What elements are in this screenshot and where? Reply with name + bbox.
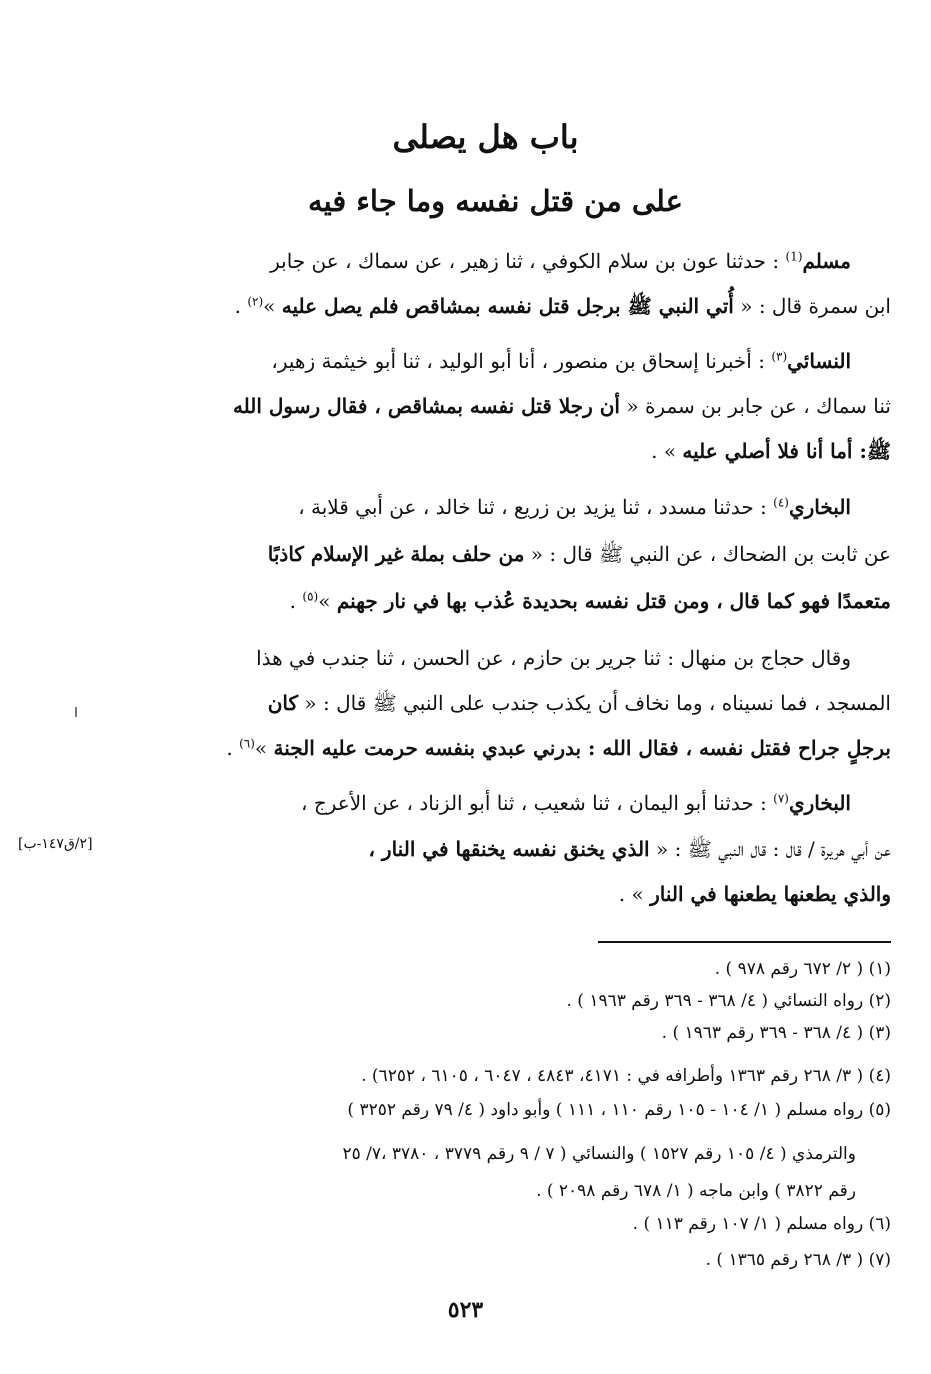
hadith-2-line-3 xyxy=(161,434,891,468)
quote-close: » xyxy=(318,589,331,613)
chapter-subtitle: على من قتل نفسه وما جاء فيه xyxy=(308,184,683,218)
hadith-text: : حدثنا مسدد ، ثنا يزيد بن زريع ، ثنا خالد ، عن أبي قلابة ، xyxy=(298,495,767,519)
hadith-matn: كان xyxy=(267,691,299,715)
margin-mark xyxy=(75,707,77,717)
period: . xyxy=(226,736,233,760)
hadith-matn: أن رجلا قتل نفسه بمشاقص ، فقال رسول الله xyxy=(232,394,620,418)
period: . xyxy=(289,589,297,613)
hadith-4-line-3 xyxy=(161,731,891,765)
hadith-text: ثنا سماك ، عن جابر بن سمرة « xyxy=(626,394,891,418)
footnote-ref: (٤) xyxy=(773,495,789,510)
footnote-4: (٤) ( ٣/ ٢٦٨ رقم ١٣٦٣ وأطرافه في : ٤١٧١، ٤٨٤٣ ، ٦٠٤٧ ، ٦١٠٥ ، ٦٢٥٢) . xyxy=(361,1066,891,1086)
hadith-3-line-3 xyxy=(161,584,891,618)
hadith-text: : أخبرنا إسحاق بن منصور ، أنا أبو الوليد ، ثنا أبو خيثمة زهير، xyxy=(271,349,765,373)
hadith-3-line-2 xyxy=(161,537,891,571)
hadith-matn: والذي يطعنها يطعنها في النار xyxy=(650,882,891,906)
hadith-text: عن أبي هريرة / قال : قال النبي ﷺ : « xyxy=(655,837,891,861)
period: . xyxy=(234,294,241,318)
hadith-2-line-1 xyxy=(161,344,851,378)
hadith-matn: من حلف بملة غير الإسلام كاذبًا xyxy=(267,542,525,566)
hadith-matn: برجلٍ جراح فقتل نفسه ، فقال الله : بدرني عبدي بنفسه حرمت عليه الجنة xyxy=(273,736,891,760)
manuscript-folio-note: [٢/ق١٤٧-ب] xyxy=(18,836,93,852)
quote-close: » xyxy=(254,736,268,760)
footnote-1: (١) ( ٢/ ٦٧٢ رقم ٩٧٨ ) . xyxy=(714,959,891,979)
hadith-matn: متعمدًا فهو كما قال ، ومن قتل نفسه بحديدة عُذب بها في نار جهنم xyxy=(336,589,891,613)
hadith-4-line-1 xyxy=(161,641,851,675)
source-name: مسلم xyxy=(802,249,851,273)
hadith-2-line-2 xyxy=(161,389,891,423)
hadith-matn: ﷺ: أما أنا فلا أصلي عليه xyxy=(682,439,891,463)
hadith-4-line-2 xyxy=(161,686,891,720)
hadith-text: : حدثنا عون بن سلام الكوفي ، ثنا زهير ، عن سماك ، عن جابر xyxy=(270,249,780,273)
hadith-5-line-2 xyxy=(191,832,891,866)
chapter-title: باب هل يصلى xyxy=(392,118,579,156)
footnote-7: (٧) ( ٣/ ٢٦٨ رقم ١٣٦٥ ) . xyxy=(705,1250,891,1270)
footnote-separator xyxy=(598,941,891,943)
hadith-text: : حدثنا أبو اليمان ، ثنا شعيب ، ثنا أبو الزناد ، عن الأعرج ، xyxy=(301,791,767,815)
quote-close: » . xyxy=(651,439,677,463)
hadith-text: عن ثابت بن الضحاك ، عن النبي ﷺ قال : « xyxy=(530,542,891,566)
hadith-text: ابن سمرة قال : « xyxy=(740,294,891,318)
source-name: البخاري xyxy=(788,791,851,815)
footnote-5: (٥) رواه مسلم ( ١/ ١٠٤ - ١٠٥ رقم ١١٠ ، ١١١ ) وأبو داود ( ٤/ ٧٩ رقم ٣٢٥٢ ) xyxy=(347,1100,891,1120)
footnote-3: (٣) ( ٤/ ٣٦٨ - ٣٦٩ رقم ١٩٦٣ ) . xyxy=(661,1023,891,1043)
hadith-3-line-1 xyxy=(161,490,851,524)
footnote-ref: (٦) xyxy=(239,736,255,751)
footnote-6: (٦) رواه مسلم ( ١/ ١٠٧ رقم ١١٣ ) . xyxy=(632,1214,891,1234)
hadith-5-line-3 xyxy=(161,877,891,911)
footnote-ref: (٥) xyxy=(302,589,319,604)
hadith-matn: الذي يخنق نفسه يخنقها في النار ، xyxy=(368,837,650,861)
hadith-5-line-1 xyxy=(161,786,851,820)
footnote-ref: (٧) xyxy=(773,791,789,806)
hadith-1-line-1 xyxy=(161,244,851,278)
footnote-5-cont-2: رقم ٣٨٢٢ ) وابن ماجه ( ١/ ٦٧٨ رقم ٢٠٩٨ ) . xyxy=(536,1181,856,1201)
source-name: البخاري xyxy=(788,495,851,519)
source-name: النسائي xyxy=(787,349,851,373)
quote-close: » xyxy=(263,294,276,318)
footnote-5-cont-1: والترمذي ( ٤/ ١٠٥ رقم ١٥٢٧ ) والنسائي ( ٧ / ٩ رقم ٣٧٧٩ ، ٣٧٨٠ ،٧/ ٢٥ xyxy=(342,1144,856,1164)
hadith-1-line-2 xyxy=(161,289,891,323)
footnote-2: (٢) رواه النسائي ( ٤/ ٣٦٨ - ٣٦٩ رقم ١٩٦٣ ) . xyxy=(566,991,891,1011)
page-number: ٥٢٣ xyxy=(447,1297,484,1323)
footnote-ref: (٢) xyxy=(247,294,264,309)
quote-close: » . xyxy=(618,882,644,906)
hadith-text: وقال حجاج بن منهال : ثنا جرير بن حازم ، عن الحسن ، ثنا جندب في هذا xyxy=(256,646,851,670)
footnote-ref: (٣) xyxy=(771,349,788,364)
hadith-text: المسجد ، فما نسيناه ، وما نخاف أن يكذب جندب على النبي ﷺ قال : « xyxy=(304,691,891,715)
footnote-ref: (1) xyxy=(785,249,803,264)
hadith-matn: أُتي النبي ﷺ برجل قتل نفسه بمشاقص فلم يصل عليه xyxy=(281,294,734,318)
